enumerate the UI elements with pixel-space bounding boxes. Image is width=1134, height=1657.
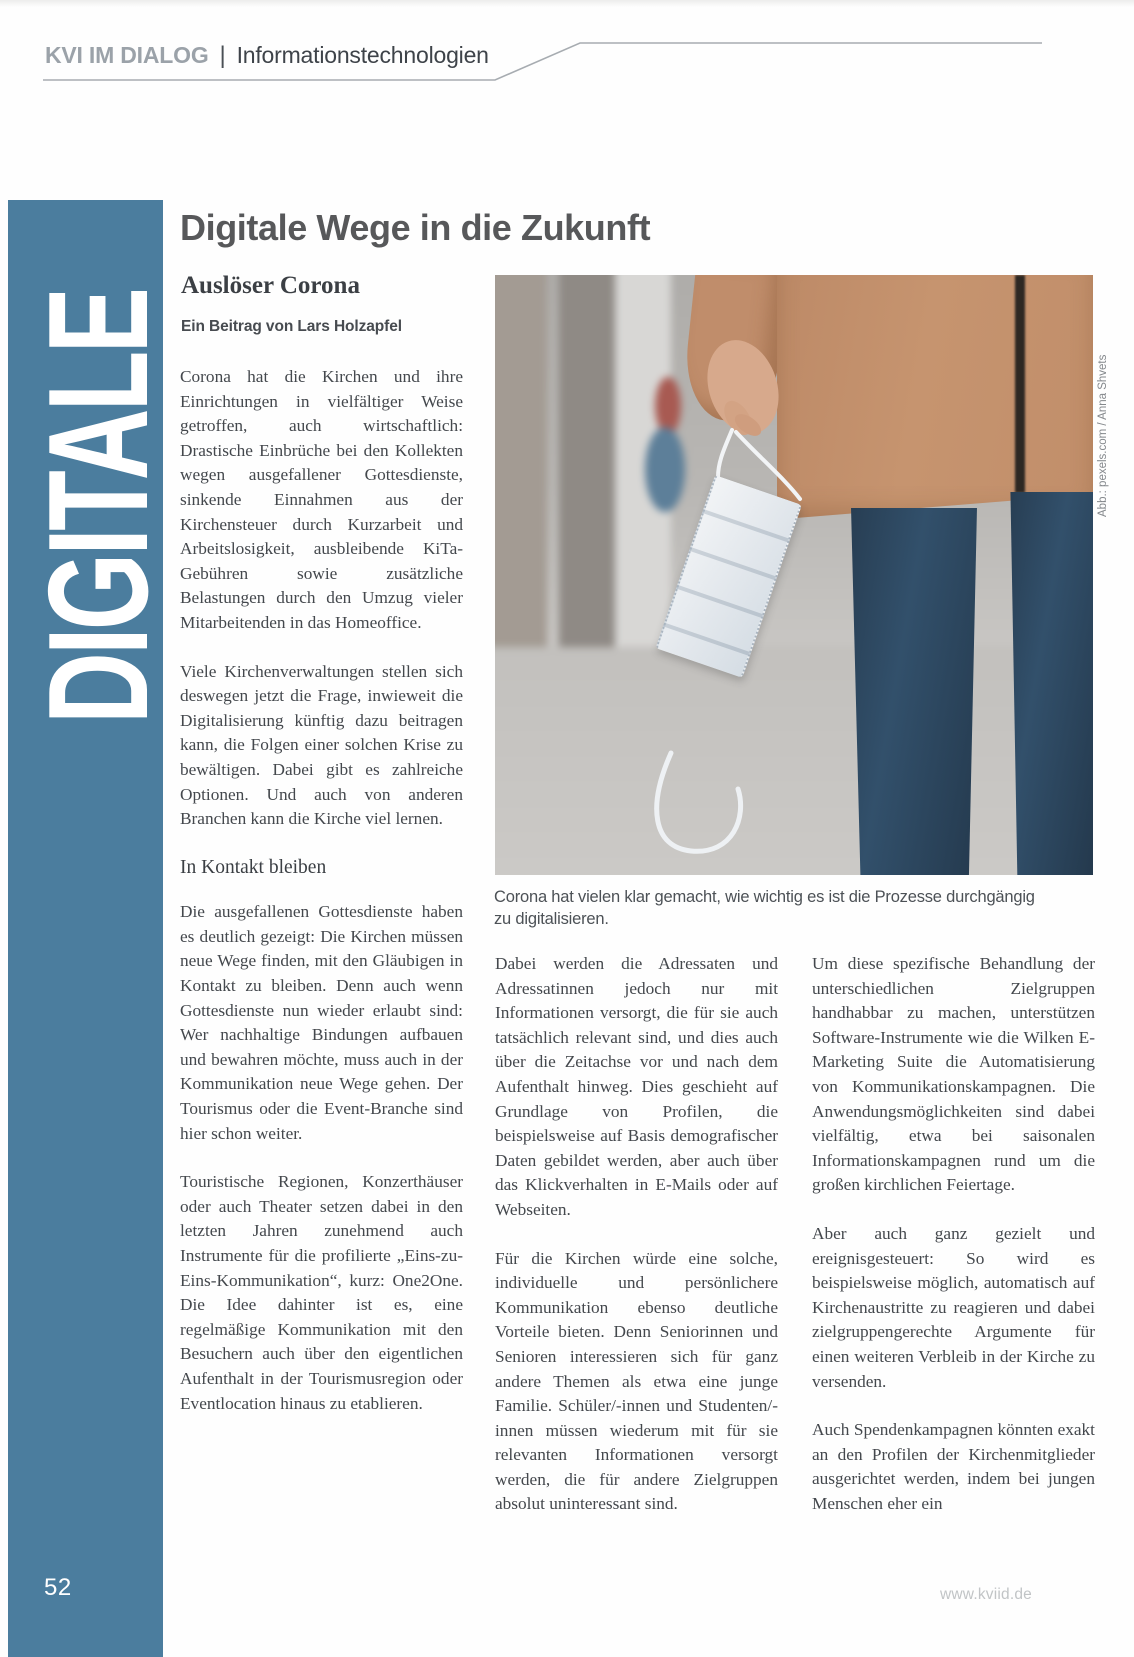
- mask-ear-loop: [657, 753, 741, 851]
- article-byline: Ein Beitrag von Lars Holzapfel: [181, 318, 402, 335]
- body-paragraph: Corona hat die Kirchen und ihre Einrichtungen in vielfältiger Weise getroffen, auch wirtschaftlich: Drastische Einbrüche bei den Kollekten wegen ausgefallener Gottesdienste, sinkende Einnahmen aus der Kirchensteuer durch Kurzarbeit und Arbeitslosigkeit, ausbleibende KiTa-Gebühren sowie zusätzliche Belastungen durch den Umzug vieler Mitarbeitenden in das Homeoffice.: [180, 367, 463, 632]
- magazine-brand: KVI IM DIALOG: [45, 42, 209, 68]
- photo-credit: Abb.: pexels.com / Anna Shvets: [1097, 354, 1109, 517]
- body-paragraph: Touristische Regionen, Konzerthäuser oder auch Theater setzen dabei in den letzten Jahren zunehmend auch Instrumente für die profilierte „Eins-zu-Eins-Kommunikation“, kurz: One2One. Die Idee dahinter ist es, eine regelmäßige Kommunikation mit den Besuchern auch über den eigentlichen Aufenthalt in der Tourismusregion oder Eventlocation hinaus zu etablieren.: [180, 1172, 463, 1413]
- article-subtitle: Auslöser Corona: [181, 272, 360, 299]
- text-column-1: [180, 365, 463, 1440]
- page-number: 52: [44, 1574, 72, 1601]
- header-separator: |: [219, 42, 226, 69]
- body-paragraph: Dabei werden die Adressaten und Adressatinnen jedoch nur mit Informationen versorgt, die für sie auch tatsächlich relevant sind, und dies auch über die Zeitachse vor und nach dem Aufenthalt hinweg. Dies geschieht auf Grundlage von Profilen, die beispielsweise auf Basis demografischer Daten gebildet werden, aber auch über das Klickverhalten in E-Mails oder auf Webseiten.: [495, 954, 778, 1219]
- text-column-2: [495, 952, 778, 1541]
- sidebar-vertical-title: [8, 200, 178, 730]
- section-title: Informationstechnologien: [236, 42, 489, 68]
- body-paragraph: Aber auch ganz gezielt und ereignisgesteuert: So wird es beispielsweise möglich, automatisch auf Kirchenaustritte zu reagieren und dabei zielgruppengerechte Argumente für einen weiteren Verbleib in der Kirche zu versenden.: [812, 1223, 1095, 1391]
- photo-caption: Corona hat vielen klar gemacht, wie wichtig es ist die Prozesse durchgängig zu digitalisieren.: [494, 888, 1035, 928]
- hand-holding-mask-illustration: [495, 275, 1093, 875]
- article-photo: [495, 275, 1093, 875]
- body-paragraph: Um diese spezifische Behandlung der unterschiedlichen Zielgruppen handhabbar zu machen, unterstützen Software-Instrumente wie die Wilken E-Marketing Suite die Automatisierung von Kommunikationskampagnen. Die Anwendungsmöglichkeiten sind dabei vielfältig, etwa bei saisonalen Informationskampagnen rund um die großen kirchlichen Feiertage.: [812, 954, 1095, 1195]
- body-paragraph: Auch Spendenkampagnen könnten exakt an den Profilen der Kirchenmitglieder ausgerichtet werden, indem bei jungen Menschen eher ein: [812, 1420, 1095, 1513]
- header-rule-swoosh: [43, 36, 1048, 86]
- text-column-3: [812, 952, 1095, 1540]
- body-paragraph: Die ausgefallenen Gottesdienste haben es deutlich gezeigt: Die Kirchen müssen neue Wege finden, mit den Gläubigen in Kontakt zu bleiben. Denn auch wenn Gottesdienste nun wieder erlaubt sind: Wer nachhaltige Bindungen aufbauen und bewahren möchte, muss auch in der Kommunikation neue Wege gehen. Der Tourismus oder die Event-Branche sind hier schon weiter.: [180, 902, 463, 1143]
- website-url: www.kviid.de: [940, 1586, 1032, 1603]
- page-edge-shading: [0, 0, 1134, 7]
- section-subheading: In Kontakt bleiben: [180, 856, 327, 878]
- article-title: Digitale Wege in die Zukunft: [180, 207, 651, 248]
- sidebar-vertical-title-text: DIGITALE: [19, 289, 178, 724]
- hand: [696, 331, 790, 443]
- body-paragraph: Für die Kirchen würde eine solche, individuelle und persönlichere Kommunikation ebenso deutliche Vorteile bieten. Denn Seniorinnen und Senioren interessieren sich für ganz andere Themen als etwa eine junge Familie. Schüler/-innen und Studenten/-innen müssen wiederum mit für sie relevanten Informationen versorgt werden, die für andere Zielgruppen absolut uninteressant sind.: [495, 1248, 778, 1514]
- body-paragraph: Viele Kirchenverwaltungen stellen sich deswegen jetzt die Frage, inwieweit die Digitalisierung künftig dazu beitragen kann, die Folgen einer solchen Krise zu bewältigen. Dabei gibt es zahlreiche Optionen. Und auch von anderen Branchen kann die Kirche viel lernen.: [180, 661, 463, 829]
